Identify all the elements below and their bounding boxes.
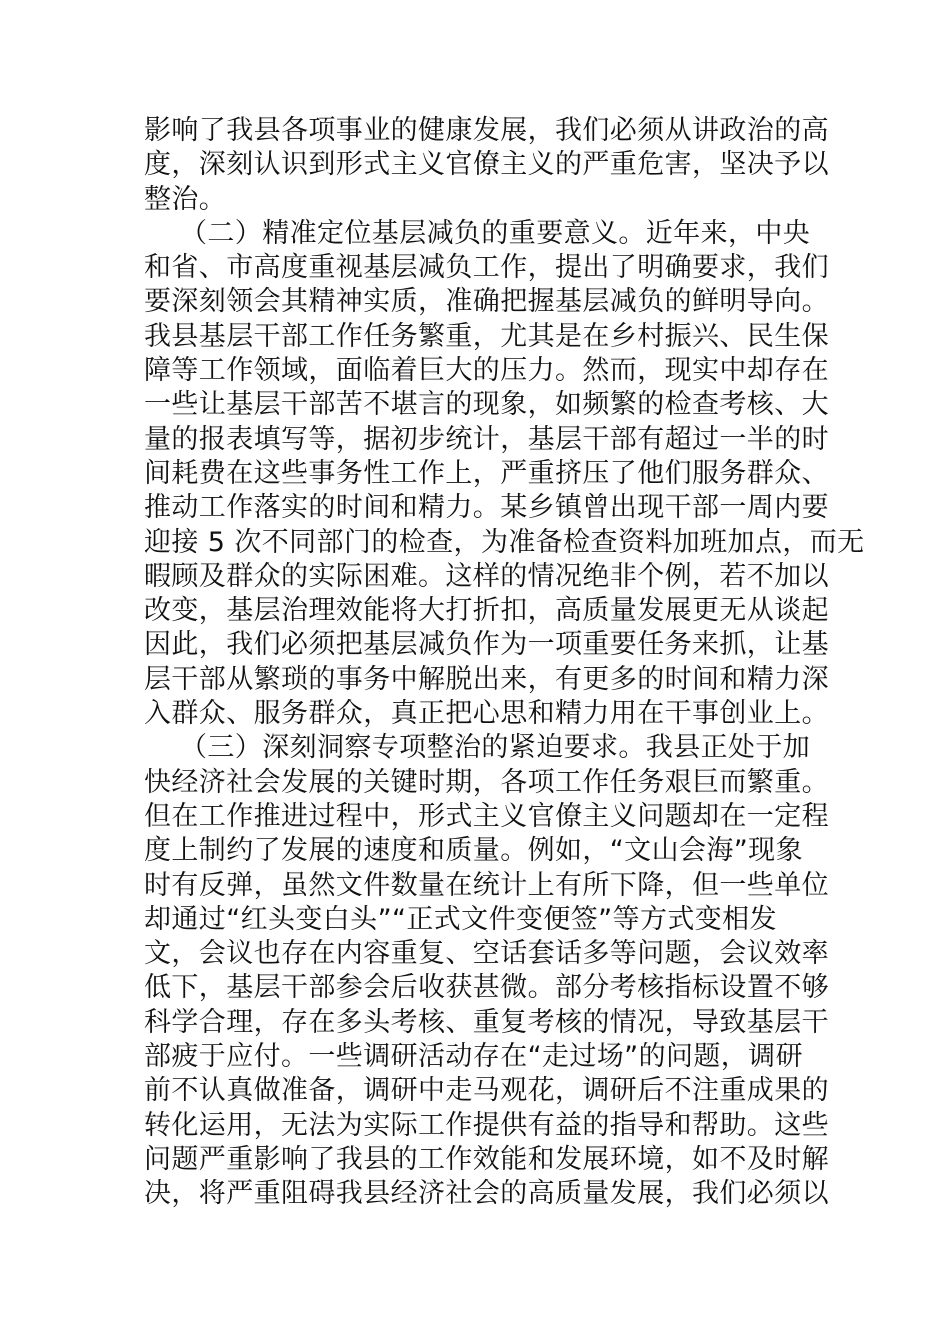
text-line: 度，深刻认识到形式主义官僚主义的严重危害，坚决予以 — [144, 149, 829, 181]
text-line: 时有反弹，虽然文件数量在统计上有所下降，但一些单位 — [144, 869, 829, 901]
text-line: 迎接 5 次不同部门的检查，为准备检查资料加班加点，而无 — [144, 526, 865, 558]
text-line: 转化运用，无法为实际工作提供有益的指导和帮助。这些 — [144, 1109, 829, 1141]
text-line: 入群众、服务群众，真正把心思和精力用在干事创业上。 — [144, 698, 829, 730]
text-line: 却通过“红头变白头”“正式文件变便签”等方式变相发 — [144, 903, 777, 935]
text-line: 和省、市高度重视基层减负工作，提出了明确要求，我们 — [144, 252, 829, 284]
text-line: 科学合理，存在多头考核、重复考核的情况，导致基层干 — [144, 1006, 829, 1038]
section-heading-line: （三）深刻洞察专项整治的紧迫要求。我县正处于加 — [180, 732, 811, 764]
text-line: 要深刻领会其精神实质，准确把握基层减负的鲜明导向。 — [144, 286, 829, 318]
text-line: 暇顾及群众的实际困难。这样的情况绝非个例，若不加以 — [144, 560, 829, 592]
text-line: 因此，我们必须把基层减负作为一项重要任务来抓，让基 — [144, 629, 829, 661]
text-line: 快经济社会发展的关键时期，各项工作任务艰巨而繁重。 — [144, 766, 829, 798]
section-heading-line: （二）精准定位基层减负的重要意义。近年来，中央 — [180, 217, 811, 249]
text-line: 低下，基层干部参会后收获甚微。部分考核指标设置不够 — [144, 972, 829, 1004]
text-line: 前不认真做准备，调研中走马观花，调研后不注重成果的 — [144, 1075, 829, 1107]
text-line: 部疲于应付。一些调研活动存在“走过场”的问题，调研 — [144, 1041, 803, 1073]
text-line: 改变，基层治理效能将大打折扣，高质量发展更无从谈起 — [144, 595, 829, 627]
text-line: 问题严重影响了我县的工作效能和发展环境，如不及时解 — [144, 1143, 829, 1175]
text-line: 一些让基层干部苦不堪言的现象，如频繁的检查考核、大 — [144, 389, 829, 421]
text-line: 我县基层干部工作任务繁重，尤其是在乡村振兴、民生保 — [144, 320, 829, 352]
text-line: 量的报表填写等，据初步统计，基层干部有超过一半的时 — [144, 423, 829, 455]
text-line: 推动工作落实的时间和精力。某乡镇曾出现干部一周内要 — [144, 492, 829, 524]
text-line: 层干部从繁琐的事务中解脱出来，有更多的时间和精力深 — [144, 663, 829, 695]
text-line: 间耗费在这些事务性工作上，严重挤压了他们服务群众、 — [144, 457, 829, 489]
text-line: 障等工作领域，面临着巨大的压力。然而，现实中却存在 — [144, 355, 829, 387]
text-line: 但在工作推进过程中，形式主义官僚主义问题却在一定程 — [144, 800, 829, 832]
text-line: 整治。 — [144, 183, 227, 215]
document-body — [144, 114, 865, 1212]
text-line: 影响了我县各项事业的健康发展，我们必须从讲政治的高 — [144, 115, 829, 146]
text-line: 度上制约了发展的速度和质量。例如，“文山会海”现象 — [144, 835, 803, 867]
text-line: 决，将严重阻碍我县经济社会的高质量发展，我们必须以 — [144, 1178, 829, 1210]
text-line: 文，会议也存在内容重复、空话套话多等问题，会议效率 — [144, 938, 829, 970]
